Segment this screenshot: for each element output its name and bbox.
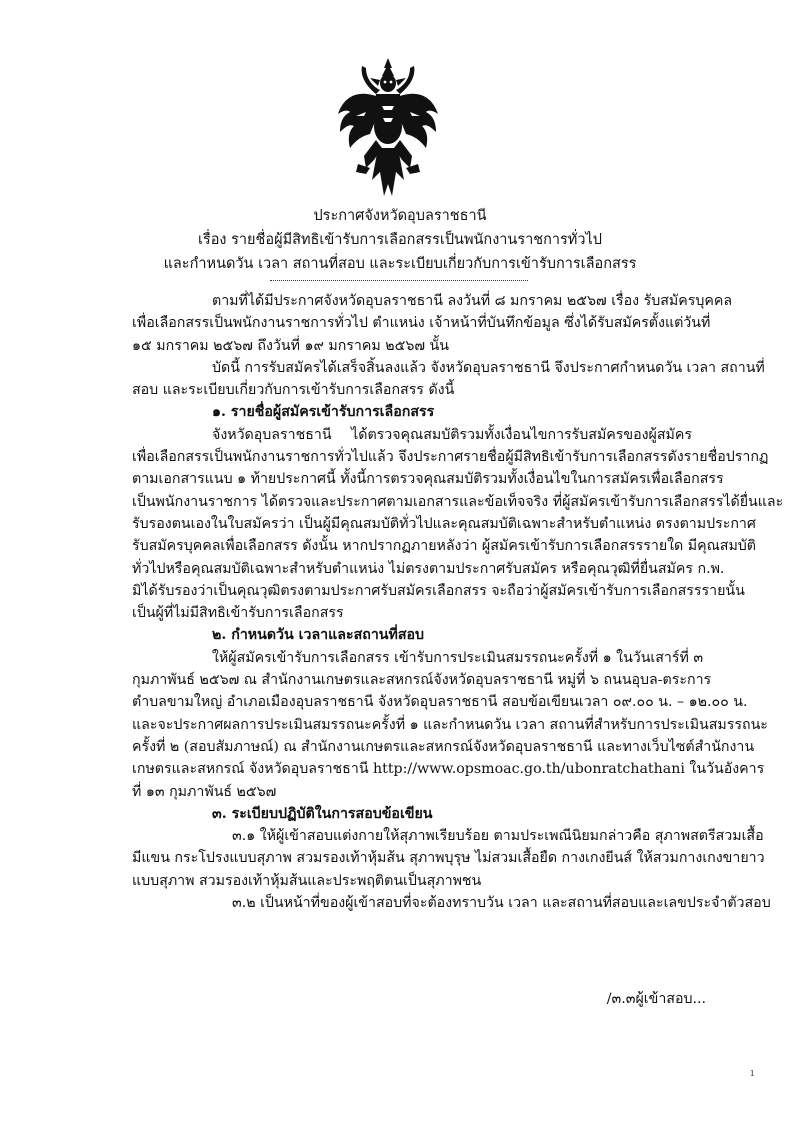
intro-line: บัดนี้ การรับสมัครได้เสร็จสิ้นลงแล้ว จังหวัดอุบลราชธานี จึงประกาศกำหนดวัน เวลา สถานที่	[212, 359, 765, 376]
subject-line-1: เรื่อง รายชื่อผู้มีสิทธิเข้ารับการเลือกสรรเป็นพนักงานราชการทั่วไป	[197, 232, 603, 248]
section-1-heading: ๑. รายชื่อผู้สมัครเข้ารับการเลือกสรร	[212, 404, 435, 421]
section-1-line: มิได้รับรองว่าเป็นคุณวุฒิตรงตามประกาศรับสมัครเลือกสรร จะถือว่าผู้สมัครเข้ารับการเลือกสรรรายนั้น	[132, 582, 745, 599]
garuda-emblem-icon	[336, 56, 440, 202]
intro-line: ๑๕ มกราคม ๒๕๖๗ ถึงวันที่ ๑๙ มกราคม ๒๕๖๗ นั้น	[132, 337, 449, 354]
section-1-line: รับสมัครบุคคลเพื่อเลือกสรร ดังนั้น หากปรากฏภายหลังว่า ผู้สมัครเข้ารับการเลือกสรรรายใด มีคุณสมบัติ	[132, 538, 757, 555]
section-3-line: แบบสุภาพ สวมรองเท้าหุ้มส้นและประพฤติตนเป็นสุภาพชน	[132, 872, 482, 889]
document-body	[132, 290, 784, 914]
section-2-line: ตำบลขามใหญ่ อำเภอเมืองอุบลราชธานี จังหวัดอุบลราชธานี สอบข้อเขียนเวลา ๐๙.๐๐ น. – ๑๒.๐๐ น.	[132, 694, 748, 711]
section-1-line: เพื่อเลือกสรรเป็นพนักงานราชการทั่วไปแล้ว จึงประกาศรายชื่อผู้มีสิทธิเข้ารับการเลือกสรรดังรายชื่อปรากฏ	[132, 449, 769, 466]
section-2-website-line: เกษตรและสหกรณ์ จังหวัดอุบลราชธานี http://www.opsmoac.go.th/ubonratchathani ในวันอังคาร	[132, 761, 765, 778]
section-2-heading: ๒. กำหนดวัน เวลาและสถานที่สอบ	[212, 627, 425, 644]
section-2-line: กุมภาพันธ์ ๒๕๖๗ ณ สำนักงานเกษตรและสหกรณ์จังหวัดอุบลราชธานี หมู่ที่ ๖ ถนนอุบล-ตระการ	[132, 672, 712, 689]
section-2-line: ที่ ๑๓ กุมภาพันธ์ ๒๕๖๗	[132, 783, 277, 800]
section-1-line: ตามเอกสารแนบ ๑ ท้ายประกาศนี้ ทั้งนี้การตรวจคุณสมบัติรวมทั้งเงื่อนไขในการสมัครเพื่อเลือกสรร	[132, 471, 724, 488]
dotted-separator	[270, 280, 528, 281]
page-corner-mark: ı	[750, 1066, 754, 1079]
section-3-line: ๓.๑ ให้ผู้เข้าสอบแต่งกายให้สุภาพเรียบร้อย ตามประเพณีนิยมกล่าวคือ สุภาพสตรีสวมเสื้อ	[232, 828, 764, 845]
subject-line-2: และกำหนดวัน เวลา สถานที่สอบ และระเบียบเกี่ยวกับการเข้ารับการเลือกสรร	[163, 256, 637, 272]
section-2-line: ครั้งที่ ๒ (สอบสัมภาษณ์) ณ สำนักงานเกษตรและสหกรณ์จังหวัดอุบลราชธานี และทางเว็บไซต์สำนักงาน	[132, 738, 755, 755]
intro-line: ตามที่ได้มีประกาศจังหวัดอุบลราชธานี ลงวันที่ ๘ มกราคม ๒๕๖๗ เรื่อง รับสมัครบุคคล	[212, 293, 733, 309]
announcement-title: ประกาศจังหวัดอุบลราชธานี	[313, 208, 487, 224]
section-1-line: รับรองตนเองในใบสมัครว่า เป็นผู้มีคุณสมบัติทั่วไปและคุณสมบัติเฉพาะสำหรับตำแหน่ง ตรงตามประกาศ	[132, 515, 756, 532]
section-1-line: เป็นพนักงานราชการ ได้ตรวจและประกาศตามเอกสารและข้อเท็จจริง ที่ผู้สมัครเข้ารับการเลือกสรรได้ยื่นและ	[132, 493, 784, 510]
section-3-line: มีแขน กระโปรงแบบสุภาพ สวมรองเท้าหุ้มส้น สุภาพบุรุษ ไม่สวมเสื้อยืด กางเกงยีนส์ ให้สวมกางเกงขายาว	[132, 850, 765, 867]
section-3-line: ๓.๒ เป็นหน้าที่ของผู้เข้าสอบที่จะต้องทราบวัน เวลา และสถานที่สอบและเลขประจำตัวสอบ	[232, 895, 771, 912]
intro-line: เพื่อเลือกสรรเป็นพนักงานราชการทั่วไป ตำแหน่ง เจ้าหน้าที่บันทึกข้อมูล ซึ่งได้รับสมัครตั้งแต่วันที่	[132, 315, 711, 332]
section-2-line: และจะประกาศผลการประเมินสมรรถนะครั้งที่ ๑ และกำหนดวัน เวลา สถานที่สำหรับการประเมินสมรรถนะ	[132, 716, 768, 733]
section-1-line: เป็นผู้ที่ไม่มีสิทธิเข้ารับการเลือกสรร	[132, 605, 344, 622]
section-2-line: ให้ผู้สมัครเข้ารับการเลือกสรร เข้ารับการประเมินสมรรถนะครั้งที่ ๑ ในวันเสาร์ที่ ๓	[212, 649, 704, 666]
intro-line: สอบ และระเบียบเกี่ยวกับการเข้ารับการเลือกสรร ดังนี้	[132, 382, 455, 399]
continued-reference: /๓.๓ผู้เข้าสอบ...	[606, 991, 706, 1007]
section-3-heading: ๓. ระเบียบปฏิบัติในการสอบข้อเขียน	[212, 805, 433, 822]
section-1-line: ทั่วไปหรือคุณสมบัติเฉพาะสำหรับตำแหน่ง ไม่ตรงตามประกาศรับสมัคร หรือคุณวุฒิที่ยื่นสมัคร ก.พ.	[132, 560, 725, 577]
section-1-line: จังหวัดอุบลราชธานี ได้ตรวจคุณสมบัติรวมทั้งเงื่อนไขการรับสมัครของผู้สมัคร	[212, 426, 692, 443]
